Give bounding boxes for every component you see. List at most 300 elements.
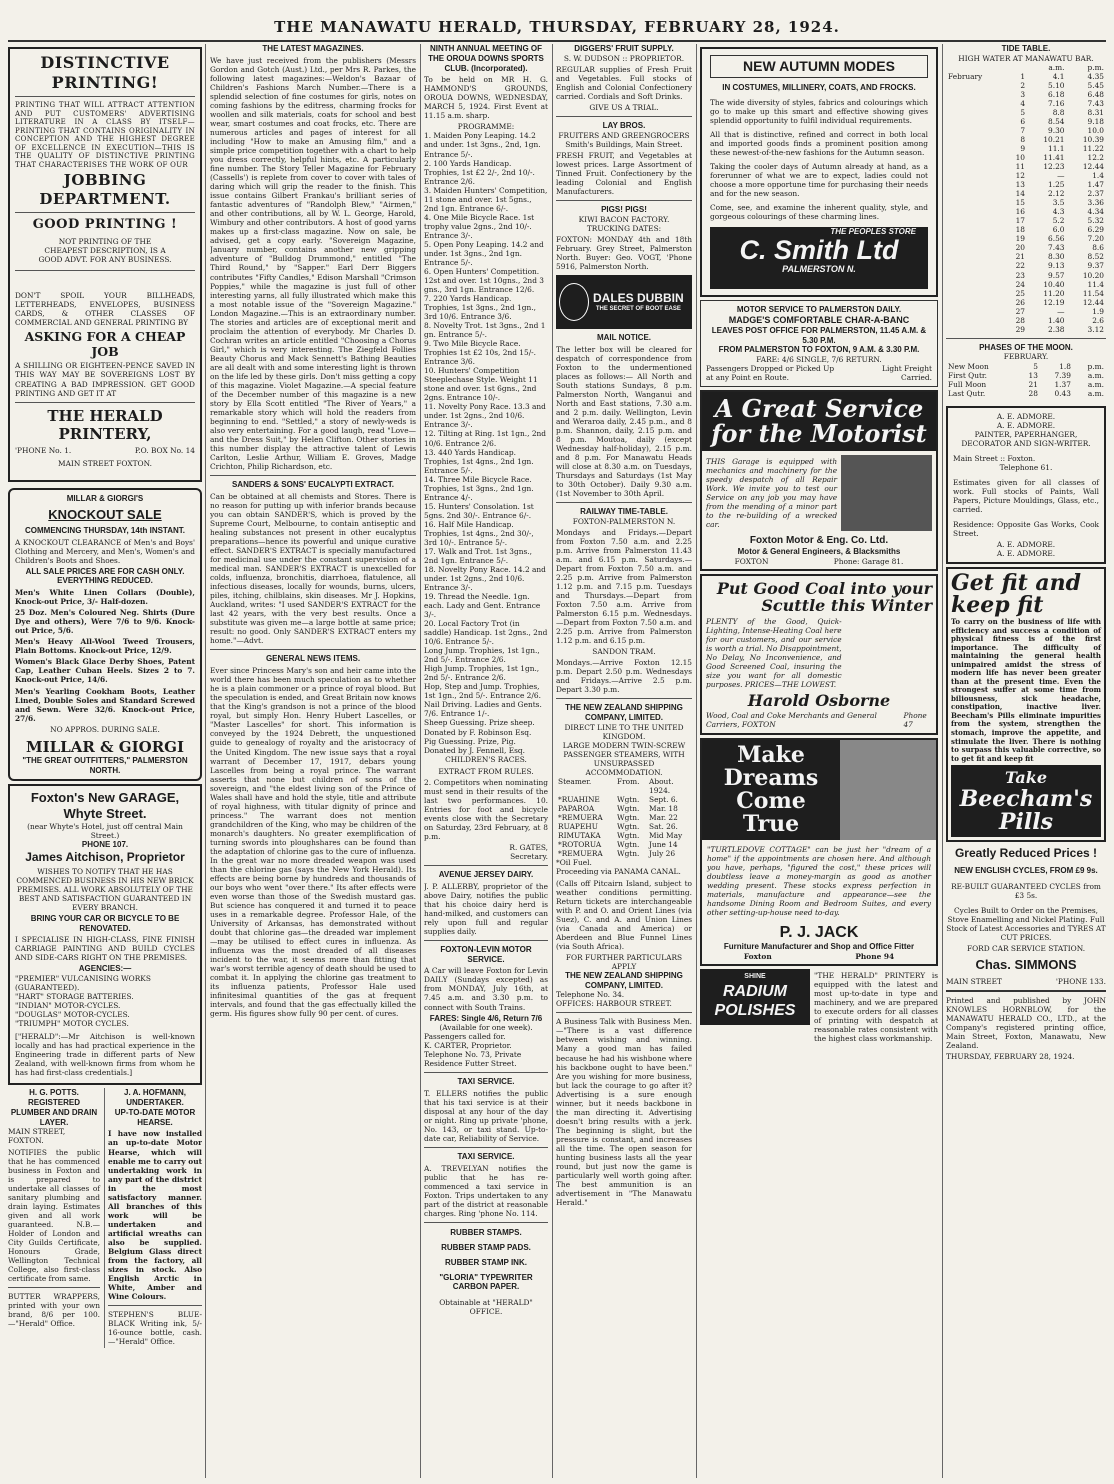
column-rule <box>205 44 206 1478</box>
table-cell: 19 <box>1015 234 1026 244</box>
table-header <box>556 777 692 786</box>
article-heading: NINTH ANNUAL MEETING OF THE OROUA DOWNS SPORTS CLUB. (Incorporated). <box>428 44 544 73</box>
table-cell: 2.38 <box>1048 324 1065 334</box>
dales-dubbin-ad <box>556 275 692 329</box>
ad-title: Greatly Reduced Prices ! <box>954 845 1098 860</box>
ad-title: RADIUM POLISHES <box>714 982 796 1020</box>
moon-table <box>946 362 1106 398</box>
table-cell: 12.44 <box>1082 162 1104 172</box>
mechanic-illustration <box>841 455 932 531</box>
ad-heading: JOBBING DEPARTMENT. <box>39 171 171 208</box>
madge-chara-banc-ad <box>700 300 938 387</box>
table-row <box>946 243 1106 252</box>
ad-body: SHINE <box>744 973 766 981</box>
list-item: 13. 440 Yards Handicap. Trophies, 1st 4gns., 2nd 1gn. Entrance 5/-. <box>424 447 534 475</box>
table-cell: 1.47 <box>1087 180 1104 190</box>
bottom-ads <box>700 969 938 1045</box>
ad-title: DISTINCTIVE PRINTING! <box>40 53 170 92</box>
ad-body: Telephone No. 73, Private Residence Futter Street. <box>424 1050 522 1069</box>
table-cell: 5.32 <box>1087 216 1104 226</box>
table-row <box>946 316 1106 325</box>
ad-body: FOXTON: MONDAY 4th and 18th February. Grey Street, Palmerston North. Buyer: Geo. VOGT, 'Phone 5916, Palmerston North. <box>556 234 692 271</box>
tide-table <box>946 63 1106 334</box>
list-item: 14. Three Mile Bicycle Race. Trophies, 1st 3gns., 2nd 1gn. Entrance 4/-. <box>424 474 534 502</box>
ad-body: Telephone No. 34. <box>556 990 625 1000</box>
ad-body: NOTIFIES the public that he has commenced business in Foxton and is prepared to undertake all classes of sanitary plumbing and drain laying. Estimates given and all work guaranteed. N.B.—Holder of London and City Guilds Certificate, Honours Grade, Wellington Technical College, also first-class certificate from same. <box>8 1147 101 1283</box>
column-header: p.m. <box>1087 62 1104 72</box>
table-row <box>946 280 1106 289</box>
table-row <box>946 307 1106 316</box>
phone-text: 'PHONE No. 1. <box>15 446 72 456</box>
masthead: THE MANAWATU HERALD, THURSDAY, FEBRUARY 28, 1924. <box>274 18 840 36</box>
article-heading: SANDON TRAM. <box>592 647 656 657</box>
table-cell: *ROTORUA <box>558 840 602 850</box>
ad-title: KNOCKOUT SALE <box>48 506 162 522</box>
table-cell: 12.23 <box>1043 162 1065 172</box>
table-row <box>556 813 692 822</box>
ad-heading: FOXTON-LEVIN MOTOR SERVICE. <box>440 944 532 964</box>
table-row <box>946 207 1106 216</box>
bedroom-illustration <box>840 740 936 840</box>
table-row <box>946 144 1106 153</box>
table-cell: 8.6 <box>1092 243 1104 253</box>
table-cell: 10.39 <box>1082 135 1104 145</box>
ad-note: ["HERALD":—Mr Aitchison is well-known locally and has had practical experience in the Engineering trade in different parts of New Zealand, with well-known firms from whom he has had first-class credentials.] <box>15 1032 195 1078</box>
table-cell: 9.37 <box>1087 261 1104 271</box>
table-row <box>946 298 1106 307</box>
table-row <box>946 81 1106 90</box>
table-cell: a.m. <box>1087 379 1104 389</box>
table-row <box>946 162 1106 171</box>
table-row <box>556 849 692 858</box>
ad-heading: BRING YOUR CAR OR BICYCLE TO BE RENOVATED. <box>30 913 180 933</box>
ad-body: "TURTLEDOVE COTTAGE" can be just her "dream of a home" if the appointments are chosen here. And although you have, perhaps, "figured the cost," these prices will doubtless leave a money-margin as good as another wedding present. These stocks express perfection in materials, manufacture and appearance—see the handsome Dining Room and Bedroom Suites, and every other setting-up-house need to-day. <box>707 845 931 918</box>
ad-body: PAINTER, PAPERHANGER, DECORATOR AND SIGN-WRITER. <box>961 429 1091 448</box>
ad-heading: P. J. JACK <box>779 923 859 941</box>
table-cell: 8 <box>1020 135 1026 145</box>
ad-heading: AGENCIES:— <box>78 964 132 974</box>
ad-heading: LAY BROS. <box>602 120 646 130</box>
table-row <box>946 380 1106 389</box>
table-cell: Last Qutr. <box>948 388 986 398</box>
table-cell: 7.39 <box>1054 370 1071 380</box>
ad-title: REGISTERED PLUMBER AND DRAIN LAYER. <box>10 1098 98 1127</box>
dubbin-tin-icon <box>559 283 589 321</box>
table-cell: Mid May <box>649 831 683 841</box>
ad-title: Make Dreams <box>723 741 819 791</box>
table-cell: Mar. 22 <box>649 813 678 823</box>
list-item: Men's Yearling Cookham Boots, Leather Lined, Double Soles and Standard Screwed and Sewn. Were 32/6. Knock-out Price, 27/6. <box>15 686 195 723</box>
list-item: 10. Hunters' Competition Steeplechase Style. Weight 11 stone and over. 1st 6gns., 2nd 2gns. Entrance 10/-. <box>424 366 538 403</box>
column-rule <box>420 44 421 1478</box>
article-heading: HIGH WATER AT MANAWATU BAR. <box>958 53 1094 63</box>
article-body: A Business Talk with Business Men.—"There is a vast difference between wishing and winning. Many a good man has failed because he had his wishbone where his backbone ought to have been." Are you wishing for more business, but lack the courage to go after it? Advertising is a sure enough winner, but it needs backbone in the man directing it. Advertising doesn't bring results with a jerk. The beginning is slight, but the pressure is constant, and increases all the time. The open season for hunting business lasts all the year round, but just now the game is particularly well worth going after. The best ammunition is an advertisement in "The Manawatu Herald." <box>556 1017 692 1207</box>
ad-heading: KIWI BACON FACTORY. <box>578 214 670 224</box>
table-cell: — <box>1057 171 1065 181</box>
table-header <box>946 63 1106 72</box>
table-row <box>946 252 1106 261</box>
table-cell: 18 <box>1015 225 1026 235</box>
ad-body: THIS Garage is equipped with mechanics and machinery for the speedy despatch of all Repair Work. We invite you to test our Service on any job you may have from the mending of a minor part to the re-building of a wrecked car. <box>706 456 838 529</box>
ad-heading: J. A. HOFMANN, UNDERTAKER. <box>124 1088 186 1108</box>
table-row <box>946 271 1106 280</box>
osborne-coal-ad <box>700 574 938 735</box>
ad-body: "THE HERALD" PRINTERY is equipped with the latest and most up-to-date in type and machinery, and we are prepared to execute orders for all classes of printing with despatch at reasonable rates consistent with the highest class workmanship. <box>814 970 938 1044</box>
ad-heading: RUBBER STAMP INK. <box>445 1257 527 1267</box>
table-cell: 1.4 <box>1092 171 1104 181</box>
table-cell: 6 <box>1020 116 1026 126</box>
table-cell: 10.40 <box>1043 279 1065 289</box>
list-item: 20. Local Factory Trot (in saddle) Handicap. 1st 2gns., 2nd 10/6. Entrance 5/-. <box>424 619 548 647</box>
table-cell: 5.2 <box>1052 216 1065 226</box>
table-row <box>946 72 1106 81</box>
ad-title: Put Good Coal into your Scuttle this Winter <box>716 578 932 616</box>
table-cell: 12.19 <box>1043 297 1065 307</box>
ad-body: Furniture Manufacturer and Shop and Office Fitter <box>723 942 915 952</box>
logo-banner: THE PEOPLES STORE <box>830 227 916 237</box>
ad-note: Proceeding via PANAMA CANAL. <box>556 867 681 877</box>
table-cell: 13 <box>1015 180 1026 190</box>
table-cell: RIMUTAKA <box>558 831 601 841</box>
address-text: MAIN STREET, FOXTON. <box>8 1127 66 1146</box>
ad-heading: MOTOR SERVICE TO PALMERSTON DAILY. <box>736 305 902 315</box>
table-cell: 2.6 <box>1092 315 1104 325</box>
list-item: Men's White Linen Collars (Double), Knock-out Price, 3/- Half-dozen. <box>15 588 195 607</box>
table-row <box>556 786 692 795</box>
table-cell: 6.48 <box>1087 89 1104 99</box>
address-text: Smith's Buildings, Main Street. <box>565 139 683 149</box>
ad-heading: James Aitchison, Proprietor <box>25 849 185 864</box>
table-cell: July 26 <box>649 849 676 859</box>
ad-body: T. ELLERS notifies the public that his taxi service is at their disposal at any hour of the day or night. Ring up private 'phone, No. 143, or taxi stand. Up-to-date car, Reliability of Service. <box>424 1089 548 1144</box>
ad-heading: A. E. ADMORE. <box>996 549 1056 559</box>
table-row <box>946 117 1106 126</box>
ad-body: Motor & General Engineers, & Blacksmiths <box>737 547 901 557</box>
column-rule <box>696 44 697 1478</box>
article-body: Mondays and Fridays.—Depart from Foxton 7.50 a.m. and 2.25 p.m. Arrive from Palmerston 11.43 a.m. and 6.15 p.m. Saturdays.—Depart from Foxton 7.50 a.m. and 2.25 p.m. Arrive from Palmerston 1.12 p.m. and 7.15 p.m. Tuesdays and Thursdays.—Depart from Foxton 7.50 a.m. Arrive from Palmerston 6.15 p.m. Wednesdays.—Depart from Foxton 7.50 a.m. and 2.25 p.m. Arrive from Palmerston 1.12 p.m. and 6.15 p.m. <box>556 527 692 646</box>
ad-title: for the Motorist <box>711 419 927 449</box>
ad-body: S. W. DUDSON :: PROPRIETOR. <box>563 53 685 63</box>
article-heading: FEBRUARY. <box>1003 352 1049 362</box>
signature-title: Secretary. <box>510 851 548 861</box>
ad-heading: ASKING FOR A CHEAP JOB <box>24 328 186 360</box>
ad-body: A KNOCKOUT CLEARANCE of Men's and Boys' Clothing and Mercery, and Men's, Women's and Children's Boots and Shoes. <box>15 537 195 565</box>
table-cell: 1.37 <box>1054 379 1071 389</box>
table-cell: 25 <box>1015 288 1026 298</box>
ad-heading: TAXI SERVICE. <box>457 1077 515 1087</box>
table-cell: — <box>1057 306 1065 316</box>
ad-body: A Car will leave Foxton for Levin DAILY (Sundays excepted) as from MONDAY, July 16th, at 7.45 a.m. and 3.30 p.m. to connect with South Trains. <box>424 966 548 1012</box>
ad-heading: FRUITERS AND GREENGROCERS <box>558 130 690 140</box>
table-cell: 5 <box>1033 361 1038 371</box>
table-row <box>946 261 1106 270</box>
article-body: The letter box will be cleared for despatch of correspondence from Foxton to the undermentioned places as follows:— All North and South stations Sundays, 8 p.m. Palmerston North, Wanganui and North and East stations, 7.30 a.m. and 2 p.m. daily. Wellington, Levin and Weraroa daily, 2.45 p.m., and 8 p.m. Shannon, daily, 2.15 p.m. and 8 p.m. Moutoa, daily (except Wednesday half-holiday), 2.15 p.m. and 8 p.m. For Manawatu Heads will close at 8.30 a.m. on Tuesdays, Thursdays and Saturdays (1st May to 30th October). Daily 9.30 a.m. (1st November to 30th April. <box>556 344 692 499</box>
table-cell: 22 <box>1015 261 1026 271</box>
ad-body: Light Freight Carried. <box>882 364 932 383</box>
table-cell: 1.8 <box>1059 361 1071 371</box>
garage-ad <box>8 784 202 1085</box>
ad-heading: RUBBER STAMPS. <box>450 1228 522 1238</box>
ad-body: I have now installed an up-to-date Motor Hearse, which will enable me to carry out undertaking work in any part of the district in the most satisfactory manner. All branches of this work will be undertaken and artificial wreaths can also be supplied. Belgium Glass direct from the factory, all sizes in stock. Also English Arctic in White, Amber and Wine Colours. <box>108 1129 202 1302</box>
ad-title: UP-TO-DATE MOTOR HEARSE. <box>114 1107 196 1127</box>
beechams-ad <box>946 567 1106 842</box>
list-item: Men's Heavy All-Wool Tweed Trousers, Plain Bottoms. Knock-out Price, 12/9. <box>15 637 195 656</box>
table-cell: Wgtn. <box>616 813 640 823</box>
table-cell: a.m. <box>1087 370 1104 380</box>
table-cell: Wgtn. <box>616 840 640 850</box>
table-cell: Wgtn. <box>616 822 640 832</box>
ad-title: DALES DUBBIN <box>593 290 684 305</box>
column-2 <box>210 44 416 1478</box>
ad-body: WISHES TO NOTIFY THAT HE HAS COMMENCED BUSINESS IN HIS NEW BRICK PREMISES. ALL WORK ABSOLUTELY OF THE BEST AND SATISFACTION GUARANTEED IN EVERY BRANCH. <box>16 866 194 912</box>
table-cell: Wgtn. <box>616 831 640 841</box>
table-cell: 21 <box>1015 252 1026 262</box>
ad-heading: "GLORIA" TYPEWRITER CARBON PAPER. <box>439 1272 533 1292</box>
ad-heading: Chas. SIMMONS <box>975 957 1077 973</box>
ad-heading: NEW ENGLISH CYCLES, FROM £9 9s. <box>954 866 1098 876</box>
ad-body: A SHILLING OR EIGHTEEN-PENCE SAVED IN THIS WAY MAY BE SOVEREIGNS LOST BY CREATING A BAD IMPRESSION. GET GOOD PRINTING AND GET IT AT <box>15 361 195 398</box>
table-row <box>946 389 1106 398</box>
ad-heading: FORD CAR SERVICE STATION. <box>966 944 1086 954</box>
table-cell: Wgtn. <box>616 804 640 814</box>
table-cell: 8.30 <box>1048 252 1065 262</box>
table-cell: 20 <box>1015 243 1026 253</box>
list-item: Sheep Guessing. Prize sheep. Donated by F. Robinson Esq. <box>424 718 535 737</box>
ad-title: MADGE'S COMFORTABLE CHAR-A-BANC <box>728 314 910 325</box>
table-cell: 7.43 <box>1048 243 1065 253</box>
table-cell: 23 <box>1015 270 1026 280</box>
table-cell: First Qutr. <box>948 370 987 380</box>
distinctive-printing-ad <box>8 47 202 482</box>
table-cell: 1924. <box>649 786 671 796</box>
autumn-modes-ad <box>700 47 938 297</box>
table-cell: 26 <box>1015 297 1026 307</box>
ad-body: PLENTY of the Good, Quick-Lighting, Intense-Heating Coal here for our customers, and our service is worth a trial. No Disappointment, No Delay, No Inconvenience, and Good Screened Coal, insuring the size you want for all domestic purposes. PRICES—THE LOWEST. <box>706 617 842 690</box>
ad-heading: DIGGERS' FRUIT SUPPLY. <box>574 44 674 53</box>
ad-body: Residence: Opposite Gas Works, Cook Street. <box>953 519 1099 538</box>
list-item: 16. Half Mile Handicap. Trophies, 1st 4gns., 2nd 30/-, 3rd 10/-. Entrance 5/-. <box>424 519 534 547</box>
ad-heading: FARES: Single 4/6, Return 7/6 <box>429 1013 543 1023</box>
table-cell: 13 <box>1028 370 1038 380</box>
ad-body: STEPHEN'S BLUE-BLACK Writing ink, 5/- 16-ounce bottle, cash.—"Herald" Office. <box>108 1310 202 1347</box>
ad-body: REGULAR supplies of Fresh Fruit and Vegetables. Full stocks of English and Colonial Confectionery carried. Cordials and Soft Drinks. <box>556 64 692 101</box>
table-cell: 6.56 <box>1048 234 1065 244</box>
table-cell: 6.0 <box>1052 225 1065 235</box>
ad-body: Phone: Garage 81. <box>833 556 904 566</box>
table-cell: 5.45 <box>1087 80 1104 90</box>
list-item: 7. 220 Yards Handicap. Trophies, 1st 3gns., 2nd 1gn., 3rd 10/6. Entrance 3/6. <box>424 294 536 322</box>
table-cell: 1 <box>1020 71 1026 81</box>
article-body: Can be obtained at all chemists and Stores. There is no reason for putting up with inferior brands because you can obtain SANDER'S, which is proved by the Supreme Court, Melbourne, to contain antiseptic and healing substances not present in other eucalyptus preparations—hence its powerful and unique curative effect. SANDER'S EXTRACT is specially manufactured for medicinal use under the constant supervision of a medical man. SANDER'S EXTRACT is unexcelled for colds, influenza, bronchitis, diarrhoea, flatulence, all infectious diseases, locally for wounds, burns, ulcers, piles, itching, chilblains, skin diseases. Mr J. Hopkins, Auckland, writes: "I used SANDER'S EXTRACT for the last 42 years, with the very best results. Once a substitute was given me—a large bottle at same price; result: no good. Only SANDER'S EXTRACT enters my home."—Advt. <box>210 491 416 646</box>
ad-body: FRESH FRUIT, and Vegetables at lowest prices. Large Assortment of Tinned Fruit. Confectionery by the leading Colonial and English Manufacturers. <box>556 150 692 196</box>
ad-body: LEAVES POST OFFICE FOR PALMERSTON, 11.45 A.M. & 5.30 P.M. <box>711 325 927 345</box>
ad-body: A. TREVELYAN notifies the public that he has re-commenced a taxi service in Foxton. Trips undertaken to any part of the district at reasonable charges. Ring 'phone No. 114. <box>424 1164 548 1219</box>
table-cell: 16 <box>1015 207 1026 217</box>
ad-heading: GIVE US A TRIAL. <box>589 102 659 112</box>
table-row <box>946 362 1106 371</box>
ad-body: Obtainable at "HERALD" OFFICE. <box>439 1298 533 1317</box>
table-cell: *REMUERA <box>558 849 603 859</box>
table-row <box>556 840 692 849</box>
ad-body: Passengers Dropped or Picked Up at any Point en Route. <box>706 364 835 383</box>
list-item: 2. 100 Yards Handicap. Trophies, 1st £2 2/-, 2nd 10/-. Entrance 2/6. <box>424 158 535 186</box>
table-row <box>946 325 1106 334</box>
column-rule <box>942 44 943 1478</box>
table-cell: Mar. 18 <box>649 804 678 814</box>
table-cell: PAPAROA <box>558 804 595 814</box>
ad-body: (near Whyte's Hotel, just off central Main Street.) <box>27 822 183 841</box>
address-text: Main Street :: Foxton. <box>953 453 1036 463</box>
ad-body: BUTTER WRAPPERS, printed with your own brand, 8/6 per 100. —"Herald" Office. <box>8 1291 101 1329</box>
table-cell: 11.1 <box>1048 144 1065 154</box>
table-row <box>946 108 1106 117</box>
table-cell: 15 <box>1015 198 1026 208</box>
table-cell: a.m. <box>1087 388 1104 398</box>
table-cell: 2.37 <box>1087 189 1104 199</box>
list-item: 17. Walk and Trot. 1st 3gns., 2nd 1gn. Entrance 5/-. <box>424 546 532 565</box>
table-cell: p.m. <box>1087 361 1104 371</box>
list-item: "HART" STORAGE BATTERIES. <box>15 992 134 1002</box>
simmons-ad <box>946 846 1106 986</box>
ad-heading: COMMENCING THURSDAY, 14th INSTANT. <box>24 525 185 535</box>
ad-heading: MILLAR & GIORGI <box>26 737 184 756</box>
column-header: From. <box>616 777 640 787</box>
ad-heading: THE NEW ZEALAND SHIPPING COMPANY, LIMITED. <box>565 970 683 990</box>
table-cell: 3 <box>1020 89 1026 99</box>
table-cell: June 14 <box>649 840 678 850</box>
list-item: 15. Hunters' Consolation. 1st 5gns. 2nd 30/-. Entrance 6/-. <box>424 501 534 520</box>
table-row <box>946 225 1106 234</box>
table-cell: 4.35 <box>1087 71 1104 81</box>
ad-body: Wood, Coal and Coke Merchants and General Carriers, FOXTON <box>706 710 877 729</box>
column-6 <box>946 44 1106 1478</box>
phone-text: 'PHONE 133. <box>1055 977 1106 987</box>
ad-heading: TRUCKING DATES: <box>586 223 662 233</box>
table-cell: 1.25 <box>1048 180 1065 190</box>
table-cell: 8.31 <box>1087 107 1104 117</box>
pobox-text: P.O. BOX No. 14 <box>134 446 195 456</box>
ad-body: Taking the cooler days of Autumn already at hand, as a forerunner of what we are to expect, ladies could not choose a more opportune time for purchasing their needs and for the new season. <box>710 162 928 199</box>
table-cell: 14 <box>1015 189 1026 199</box>
column-rule <box>552 44 553 1478</box>
table-cell: 7.16 <box>1048 98 1065 108</box>
table-cell: 17 <box>1015 216 1026 226</box>
table-cell: 8.54 <box>1048 116 1065 126</box>
table-cell: February <box>948 71 983 81</box>
list-item: 9. Two Mile Bicycle Race. Trophies 1st £2 10s, 2nd 15/-. Entrance 3/6. <box>424 339 537 367</box>
table-cell: 9 <box>1020 144 1026 154</box>
table-cell: 6.18 <box>1048 89 1065 99</box>
ad-heading: A. E. ADMORE. <box>996 420 1056 430</box>
table-cell: 11.4 <box>1087 279 1104 289</box>
ad-heading: AVENUE JERSEY DAIRY. <box>438 869 534 879</box>
ad-body: Telephone 61. <box>999 462 1053 472</box>
table-cell: 8.52 <box>1087 252 1104 262</box>
table-cell: 5 <box>1020 107 1026 117</box>
ad-title: A Great Service <box>714 394 924 424</box>
list-item: "INDIAN" MOTOR-CYCLES. <box>15 1001 121 1011</box>
table-cell: 21 <box>1028 379 1038 389</box>
article-body: We have just received from the publishers (Messrs Gordon and Gotch (Aust.) Ltd., per Mrs R. Parkes, the following latest magazines:—Weldon's Bazaar of Children's Fashions March Number.—There is a splendid selection of fine costumes for girls, notes on coming fashions by the editress, charming frocks for woollen and silk materials, coats for school and best wear, smart costumes and coat frocks, etc. There are numerous articles and pages of interest for all including "How to make an Amusing film," and a simple price competition together with a chart to help you dress correctly, helpful hints, etc. A particularly fine number. The Story Teller Magazine for February (Cassells') is replete from cover to cover with tales of daring which will grip the reader to the finish. This issue contains Gilbert Frankau's brilliant series of fantastic adventures of "Randolph Blew," "Airmen," and other contributions, all by W. L. George, Harold, Wimbury and other contributors. A host of good yarns makes up a first-class magazine. Now on sale, be advised, get a copy early. "Sovereign Magazine, January number, contains another new gripping adventure of "Bulldog Drummond," entitled "The Third Round," by "Sapper." Earl Derr Biggers contributes "Fifty Candles," Edison Marshall "Crimson Poppies," while the magazine is just full of other interesting yarns, all fully illustrated which make this a most notable issue of the "Sovereign Magazine." London Magazine.—This is an extraordinary number. The stories and articles are of exceptional merit and proclaim the attention of everybody. Mr Charles D. Cochran writes an article entitled "Choosing a Chorus Girl," which is very interesting. The Ziegfeld Follies Beauty Chorus and Mack Sennett's Bathing Beauties are all dealt with and some interesting light is thrown on the life led by these girls. Don't miss getting a copy of this magazine. Violet Magazine.—A special feature of the December number of this magazine is a new story by Ella Scott entitled "The River of Years," a remarkable story which will hold the readers from beginning to end. "Settled," a story of newly-weds is also very entertaining. For a good laugh, read "Love—and the Dress Suit," by Helen Clifton. Other stories in this number display the attractive talent of Lewis Carlton, Leslie Arthur, William E. Groves, Madge Crichton, Philip Richardson, etc. <box>210 55 416 472</box>
ad-body: Foxton <box>743 951 772 961</box>
masthead-rule <box>8 40 1106 42</box>
list-item: Pig Guessing. Prize, Pig. Donated by J. Fennell, Esq. <box>424 736 525 755</box>
table-cell: 28 <box>1028 388 1038 398</box>
table-cell: 9.30 <box>1048 126 1065 135</box>
list-item: 12. Tilting at Ring. 1st 1gn., 2nd 10/6. Entrance 2/6. <box>424 429 547 448</box>
table-cell: Wgtn. <box>616 795 640 805</box>
list-item: 4. One Mile Bicycle Race. 1st trophy value 2gns., 2nd 10/-. Entrance 3/-. <box>424 212 535 240</box>
column-header: a.m. <box>1048 62 1065 72</box>
article-body: Ever since Princess Mary's son and heir came into the world there has been much speculation as to whether he is a plain commoner or a prince of royal blood. But the speculation is ended, and Great Britain now knows that the King's grandson is not a prince of the blood royal, but simply Hon. Henry Hubert Lascelles, or "Master Lascelles" for short. This information is conveyed by the 1924 Debrett, the unquestioned guide to genealogy of royalty and the aristocracy of the United Kingdom. The new issue says that a royal warrant of December 17, 1917, debars young Lascelles from being a royal prince. The warrant asserts that none but children of sons of the sovereign, and "the eldest living son of the Prince of Wales shall have and hold the style, title and attribute of royal highness, with titular dignity of prince and princess." The warrant does not mention grandchildren of the King, who may be children of the monarch's daughters. No greater exemplification of turning swords into ploughshares can be found than the adaptation of chlorine gas to the cure of influenza. In the great war no more dreaded weapon was used than the chlorine gas (says the New York Herald). Its effects are being borne by hundreds and thousands of our boys who went "over there." Its after effects were even worse than those of the Swedish mustard gas. But science has conquered it and turned it to peace uses in a remarkable degree. Professor Hale, of the University of Arkansas, has demonstrated without doubt that chlorine gas—the dreaded war implement—may be utilised to effect cures in influenza. As influenza was the most dreaded of all diseases incident to the war, it seems more than fitting that war's worst terrible agency of death should be used to combat it. In applying the chlorine gas treatment to its influenza patients, Professor Hale used infinitesimal quantities of the gas at frequent intervals, and found that the gas effectually killed the germ. His figures show fully 90 per cent. of cures. <box>210 666 416 1019</box>
table-row <box>946 216 1106 225</box>
article-heading: FOXTON-PALMERSTON N. <box>572 516 676 526</box>
ad-title: Foxton's New GARAGE, Whyte Street. <box>30 790 180 822</box>
list-item: 25 Doz. Men's Coloured Neg. Shirts (Dure Dye and others), Were 7/6 to 9/6. Knock-out Price, 5/6. <box>15 608 195 636</box>
ad-heading: PHONE 107. <box>81 840 129 850</box>
ad-body: FROM PALMERSTON TO FOXTON, 9 A.M. & 3.30 P.M. <box>718 345 920 355</box>
ad-body: (Calls off Pitcairn Island, subject to weather conditions permitting. Return tickets are interchangeable with P. and O. and Orient Lines (via Suez), C. and A. and Union Lines (via Canada and America) or Aberdeen and Blue Funnel Lines (via South Africa). <box>556 878 692 951</box>
table-cell: *REMUERA <box>558 813 603 823</box>
column-header: Steamer. <box>558 777 592 787</box>
article-heading: SANDERS & SONS' EUCALYPTI EXTRACT. <box>231 480 395 490</box>
logo-town: PALMERSTON N. <box>782 263 856 274</box>
column-1 <box>8 44 202 1478</box>
article-body: Mondays.—Arrive Foxton 12.15 p.m. Depart 2.50 p.m. Wednesdays and Fridays.—Arrive 2.5 p.m. Depart 3.30 p.m. <box>556 658 692 695</box>
ad-tagline: "THE GREAT OUTFITTERS," PALMERSTON NORTH. <box>22 755 188 775</box>
table-row <box>946 289 1106 298</box>
table-cell: Sat. 26. <box>649 822 678 832</box>
millar-giorgi-ad <box>8 488 202 781</box>
bottom-ads <box>8 1088 202 1348</box>
ad-heading: THE NEW ZEALAND SHIPPING COMPANY, LIMITED. <box>565 703 683 723</box>
list-item: Long Jump. Trophies, 1st 1gn., 2nd 5/-. Entrance 2/6. <box>424 646 540 665</box>
table-cell: *RUAHINE <box>558 795 600 805</box>
article-heading: CHILDREN'S RACES. <box>445 754 527 764</box>
table-row <box>556 795 692 804</box>
ad-heading: Take <box>1004 768 1047 788</box>
table-cell: Wgtn. <box>616 849 640 859</box>
radium-polish-ad <box>700 969 810 1025</box>
ad-title: NEW AUTUMN MODES <box>710 55 928 78</box>
table-cell: RUAPEHU <box>558 822 598 832</box>
article-heading: PROGRAMME: <box>457 122 515 132</box>
table-cell: 4.1 <box>1052 71 1065 81</box>
ad-heading: EVERYTHING REDUCED. <box>57 576 153 586</box>
ad-note: NO APPROS. DURING SALE. <box>50 724 160 734</box>
potts-ad <box>8 1088 100 1348</box>
list-item: 1. Maiden Pony Leaping. 14.2 and under. 1st 3gns., 2nd, 1gn. Entrance 5/-. <box>424 131 541 159</box>
ad-title: Get fit and keep fit <box>951 570 1082 619</box>
ad-body: J. P. ALLERBY, proprietor of the above Dairy, notifies the public that his choice dairy herd is hand-milked, and customers can rely upon full and regular supplies daily. <box>424 881 548 936</box>
imprint: Printed and published by JOHN KNOWLES HORNBLOW, for the MANAWATU HERALD CO., LTD., at the Company's registered printing office, Main Street, Foxton, Manawatu, New Zealand. <box>946 996 1106 1051</box>
table-cell: 6.29 <box>1087 225 1104 235</box>
ad-body: NOT PRINTING OF THE CHEAPEST DESCRIPTION, IS A GOOD ADVT. FOR ANY BUSINESS. <box>38 236 172 264</box>
table-cell: 9.13 <box>1048 261 1065 271</box>
table-row <box>946 99 1106 108</box>
table-cell: 10 <box>1015 153 1026 163</box>
table-cell: 9.18 <box>1087 116 1104 126</box>
ad-heading: MILLAR & GIORGI'S <box>66 494 144 504</box>
table-cell: 0.43 <box>1054 388 1071 398</box>
hofmann-ad <box>104 1088 202 1348</box>
table-row <box>946 135 1106 144</box>
ad-body: To carry on the business of life with efficiency and success a condition of physical fitness is of the first importance. The difficulty of maintaining the general health unimpaired amidst the stress of modern life has never been greater than at the present time. Even the strongest suffer at some time from biliousness, sick headache, constipation, inactive liver. Beecham's Pills eliminate impurities from the system, strengthen the stomach, improve the appetite, and stimulate the liver. There is nothing to surpass this valuable corrective, so to get fit and keep fit <box>951 617 1101 763</box>
list-item: High Jump. Trophies, 1st 1gn., 2nd 5/-. Entrance 2/6. <box>424 664 540 683</box>
table-cell: 28 <box>1015 315 1026 325</box>
table-cell: Sept. 6. <box>649 795 678 805</box>
table-row <box>946 234 1106 243</box>
